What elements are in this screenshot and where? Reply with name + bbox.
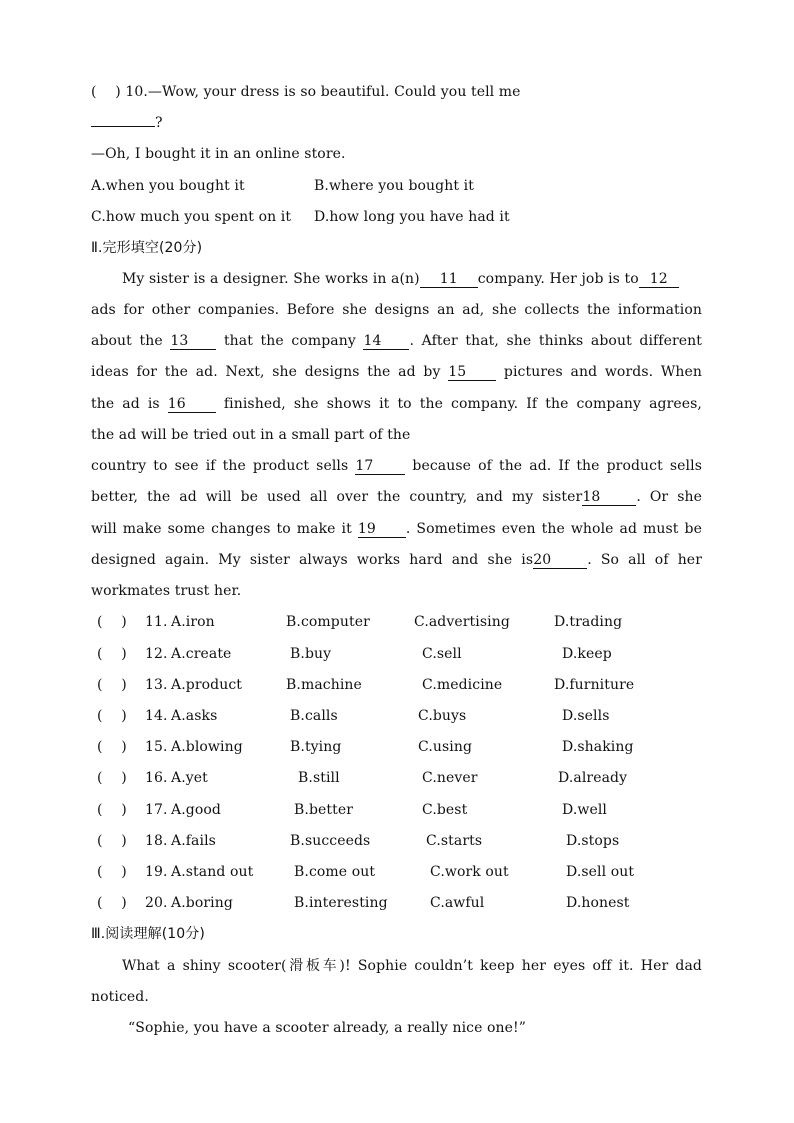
- option-a: A.stand out: [171, 864, 254, 880]
- option-c: C.advertising: [414, 614, 510, 630]
- question-paren: ( ): [97, 708, 127, 724]
- cloze-text: finished, she shows it to the company. If the company agrees,: [223, 396, 702, 412]
- question-19: [91, 862, 702, 882]
- q10-option-a: A.when you bought it: [91, 178, 245, 194]
- question-15: [91, 737, 702, 757]
- cloze-text: better, the ad will be used all over the country, and my sister: [91, 489, 583, 505]
- cloze-text: will make some changes to make it: [91, 521, 352, 537]
- option-a: A.good: [171, 802, 221, 818]
- cloze-blank-17: 17: [355, 458, 405, 475]
- option-c: C.never: [422, 770, 478, 786]
- cloze-text: pictures and words. When: [503, 364, 702, 380]
- option-d: D.shaking: [562, 739, 634, 755]
- option-a: A.product: [171, 677, 242, 693]
- option-a: A.boring: [171, 895, 233, 911]
- cloze-line-5: [91, 394, 702, 414]
- option-b: B.better: [294, 802, 354, 818]
- option-b: B.come out: [294, 864, 376, 880]
- option-b: B.still: [298, 770, 340, 786]
- q10-blank-line: [91, 113, 163, 133]
- reading-line-2: noticed.: [91, 989, 149, 1005]
- option-b: B.interesting: [294, 895, 388, 911]
- question-paren: ( ): [97, 614, 127, 630]
- q10-stem: —Wow, your dress is so beautiful. Could you tell me: [147, 84, 521, 100]
- option-d: D.sell out: [566, 864, 635, 880]
- cloze-blank-16: 16: [168, 396, 216, 413]
- option-d: D.already: [558, 770, 628, 786]
- question-number: 18.: [145, 833, 168, 849]
- option-b: B.buy: [290, 646, 332, 662]
- question-11: [91, 612, 702, 632]
- cloze-text: ideas for the ad. Next, she designs the ad by: [91, 364, 441, 380]
- question-number: 19.: [145, 864, 168, 880]
- cloze-line-7: [91, 456, 702, 476]
- q10-options-row-2: [91, 207, 702, 227]
- option-b: B.tying: [290, 739, 342, 755]
- cloze-line-4: [91, 362, 702, 382]
- option-d: D.trading: [554, 614, 623, 630]
- option-c: C.best: [422, 802, 468, 818]
- cloze-line-2: ads for other companies. Before she designs an ad, she collects the information: [91, 302, 702, 318]
- question-paren: ( ): [97, 677, 127, 693]
- question-number: 17.: [145, 802, 168, 818]
- cloze-blank-18: 18: [582, 489, 636, 506]
- cloze-blank-15: 15: [448, 364, 496, 381]
- cloze-text: designed again. My sister always works hard and she is: [91, 552, 534, 568]
- cloze-text: about the: [91, 333, 163, 349]
- option-c: C.awful: [430, 895, 485, 911]
- option-a: A.blowing: [171, 739, 243, 755]
- question-paren: ( ): [97, 646, 127, 662]
- section-3-title: Ⅲ.阅读理解(10分): [91, 926, 205, 942]
- cloze-line-3: [91, 331, 702, 351]
- q10-option-d: D.how long you have had it: [314, 209, 510, 225]
- question-17: [91, 800, 702, 820]
- option-c: C.starts: [426, 833, 483, 849]
- cloze-blank-12: 12: [639, 271, 679, 288]
- cloze-text: country to see if the product sells: [91, 458, 349, 474]
- question-13: [91, 675, 702, 695]
- question-number: 11.: [145, 614, 168, 630]
- question-16: [91, 768, 702, 788]
- cloze-blank-20: 20: [533, 552, 587, 569]
- option-b: B.machine: [286, 677, 362, 693]
- question-20: [91, 893, 702, 913]
- q10-stem-line: [91, 82, 521, 102]
- question-paren: ( ): [97, 739, 127, 755]
- option-c: C.buys: [418, 708, 467, 724]
- option-d: D.keep: [562, 646, 612, 662]
- q10-answer: —Oh, I bought it in an online store.: [91, 146, 346, 162]
- cloze-text: . After that, she thinks about different: [409, 333, 702, 349]
- option-c: C.sell: [422, 646, 462, 662]
- option-d: D.stops: [566, 833, 620, 849]
- cloze-line-6: the ad will be tried out in a small part of the: [91, 427, 411, 443]
- q10-paren: ( ): [91, 84, 121, 100]
- question-number: 15.: [145, 739, 168, 755]
- q10-option-c: C.how much you spent on it: [91, 209, 292, 225]
- cloze-text: the ad is: [91, 396, 160, 412]
- option-c: C.work out: [430, 864, 509, 880]
- cloze-line-1: [122, 269, 702, 289]
- question-number: 13.: [145, 677, 168, 693]
- cloze-line-8: [91, 487, 702, 507]
- cloze-blank-19: 19: [358, 521, 406, 538]
- reading-line-1: What a shiny scooter(滑板车)! Sophie couldn’t keep her eyes off it. Her dad: [122, 958, 702, 974]
- q10-blank: [91, 126, 155, 127]
- cloze-text: . Or she: [636, 489, 702, 505]
- option-a: A.yet: [171, 770, 208, 786]
- cloze-line-9: [91, 519, 702, 539]
- cloze-line-10: [91, 550, 702, 570]
- question-paren: ( ): [97, 802, 127, 818]
- q10-options-row-1: [91, 176, 702, 196]
- option-d: D.honest: [566, 895, 630, 911]
- question-paren: ( ): [97, 833, 127, 849]
- option-a: A.iron: [171, 614, 215, 630]
- option-c: C.medicine: [422, 677, 503, 693]
- cloze-text: company. Her job is to: [477, 271, 639, 287]
- option-a: A.create: [171, 646, 232, 662]
- cloze-text: that the company: [223, 333, 356, 349]
- cloze-text: because of the ad. If the product sells: [412, 458, 702, 474]
- question-paren: ( ): [97, 770, 127, 786]
- cloze-blank-14: 14: [363, 333, 409, 350]
- question-number: 12.: [145, 646, 168, 662]
- option-a: A.asks: [171, 708, 218, 724]
- cloze-blank-13: 13: [170, 333, 216, 350]
- cloze-line-11: workmates trust her.: [91, 583, 242, 599]
- cloze-text: . Sometimes even the whole ad must be: [405, 521, 702, 537]
- option-d: D.sells: [562, 708, 610, 724]
- cloze-text: My sister is a designer. She works in a(n): [122, 271, 420, 287]
- question-paren: ( ): [97, 895, 127, 911]
- q10-option-b: B.where you bought it: [314, 178, 474, 194]
- option-d: D.furniture: [554, 677, 635, 693]
- cloze-blank-11: 11: [420, 271, 478, 288]
- option-b: B.calls: [290, 708, 338, 724]
- question-14: [91, 706, 702, 726]
- question-number: 16.: [145, 770, 168, 786]
- cloze-text: . So all of her: [587, 552, 702, 568]
- reading-line-3: “Sophie, you have a scooter already, a really nice one!”: [128, 1020, 527, 1036]
- section-2-title: Ⅱ.完形填空(20分): [91, 240, 203, 256]
- option-b: B.succeeds: [290, 833, 371, 849]
- option-c: C.using: [418, 739, 473, 755]
- question-number: 14.: [145, 708, 168, 724]
- question-number: 20.: [145, 895, 168, 911]
- question-paren: ( ): [97, 864, 127, 880]
- question-12: [91, 644, 702, 664]
- option-d: D.well: [562, 802, 607, 818]
- q10-number: 10.: [125, 84, 148, 100]
- option-b: B.computer: [286, 614, 370, 630]
- q10-question-mark: ?: [155, 115, 163, 131]
- question-18: [91, 831, 702, 851]
- option-a: A.fails: [171, 833, 216, 849]
